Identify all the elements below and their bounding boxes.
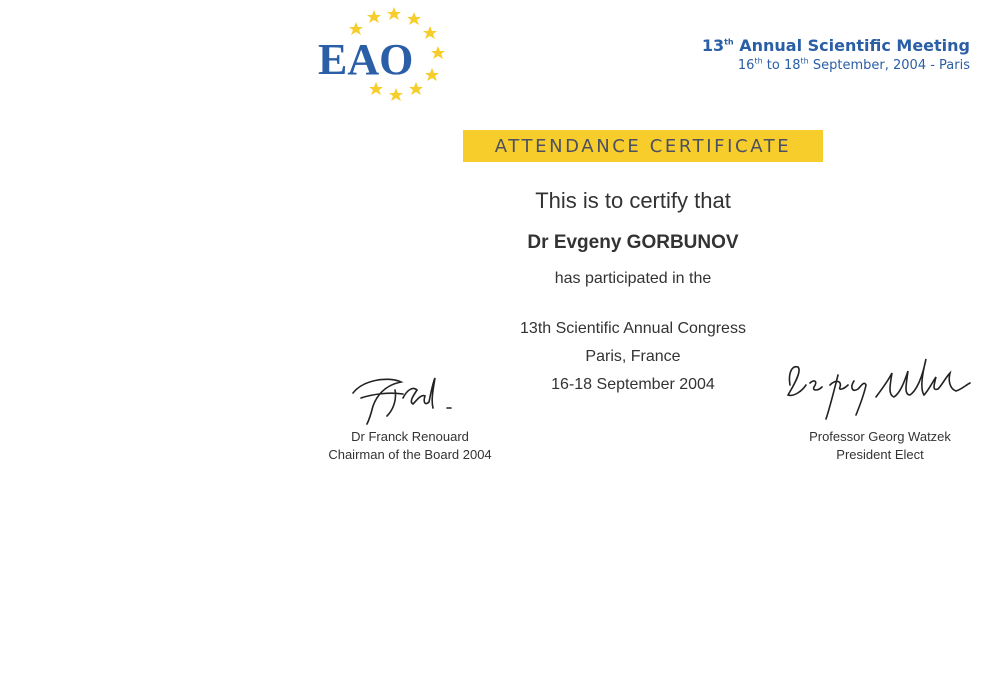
event-location: Paris, France — [585, 348, 681, 365]
eao-logo-graphic — [312, 2, 452, 102]
participated-text: has participated in the — [554, 270, 712, 287]
signatory-left — [300, 428, 520, 464]
certificate-banner — [463, 130, 823, 162]
signatory-left-role: Chairman of the Board 2004 — [328, 447, 492, 462]
meeting-info — [702, 36, 970, 76]
certify-text: This is to certify that — [535, 188, 731, 213]
signature-left-icon — [343, 368, 463, 433]
event-dates: 16-18 September 2004 — [551, 376, 715, 393]
meeting-title: 13th Annual Scientific Meeting — [701, 36, 970, 55]
signatory-left-name: Dr Franck Renouard — [351, 429, 469, 444]
signatory-right-role: President Elect — [836, 447, 924, 462]
banner-label: ATTENDANCE CERTIFICATE — [494, 135, 792, 157]
eao-logo — [312, 2, 452, 102]
logo-text: EAO — [318, 35, 414, 84]
signatory-right — [770, 428, 990, 464]
meeting-dates: 16th to 18th September, 2004 - Paris — [737, 56, 970, 73]
signature-right-icon — [780, 345, 980, 430]
signatory-right-name: Professor Georg Watzek — [809, 429, 951, 444]
event-details — [433, 315, 833, 399]
event-name: 13th Scientific Annual Congress — [520, 320, 746, 337]
recipient-name: Dr Evgeny GORBUNOV — [527, 232, 739, 253]
